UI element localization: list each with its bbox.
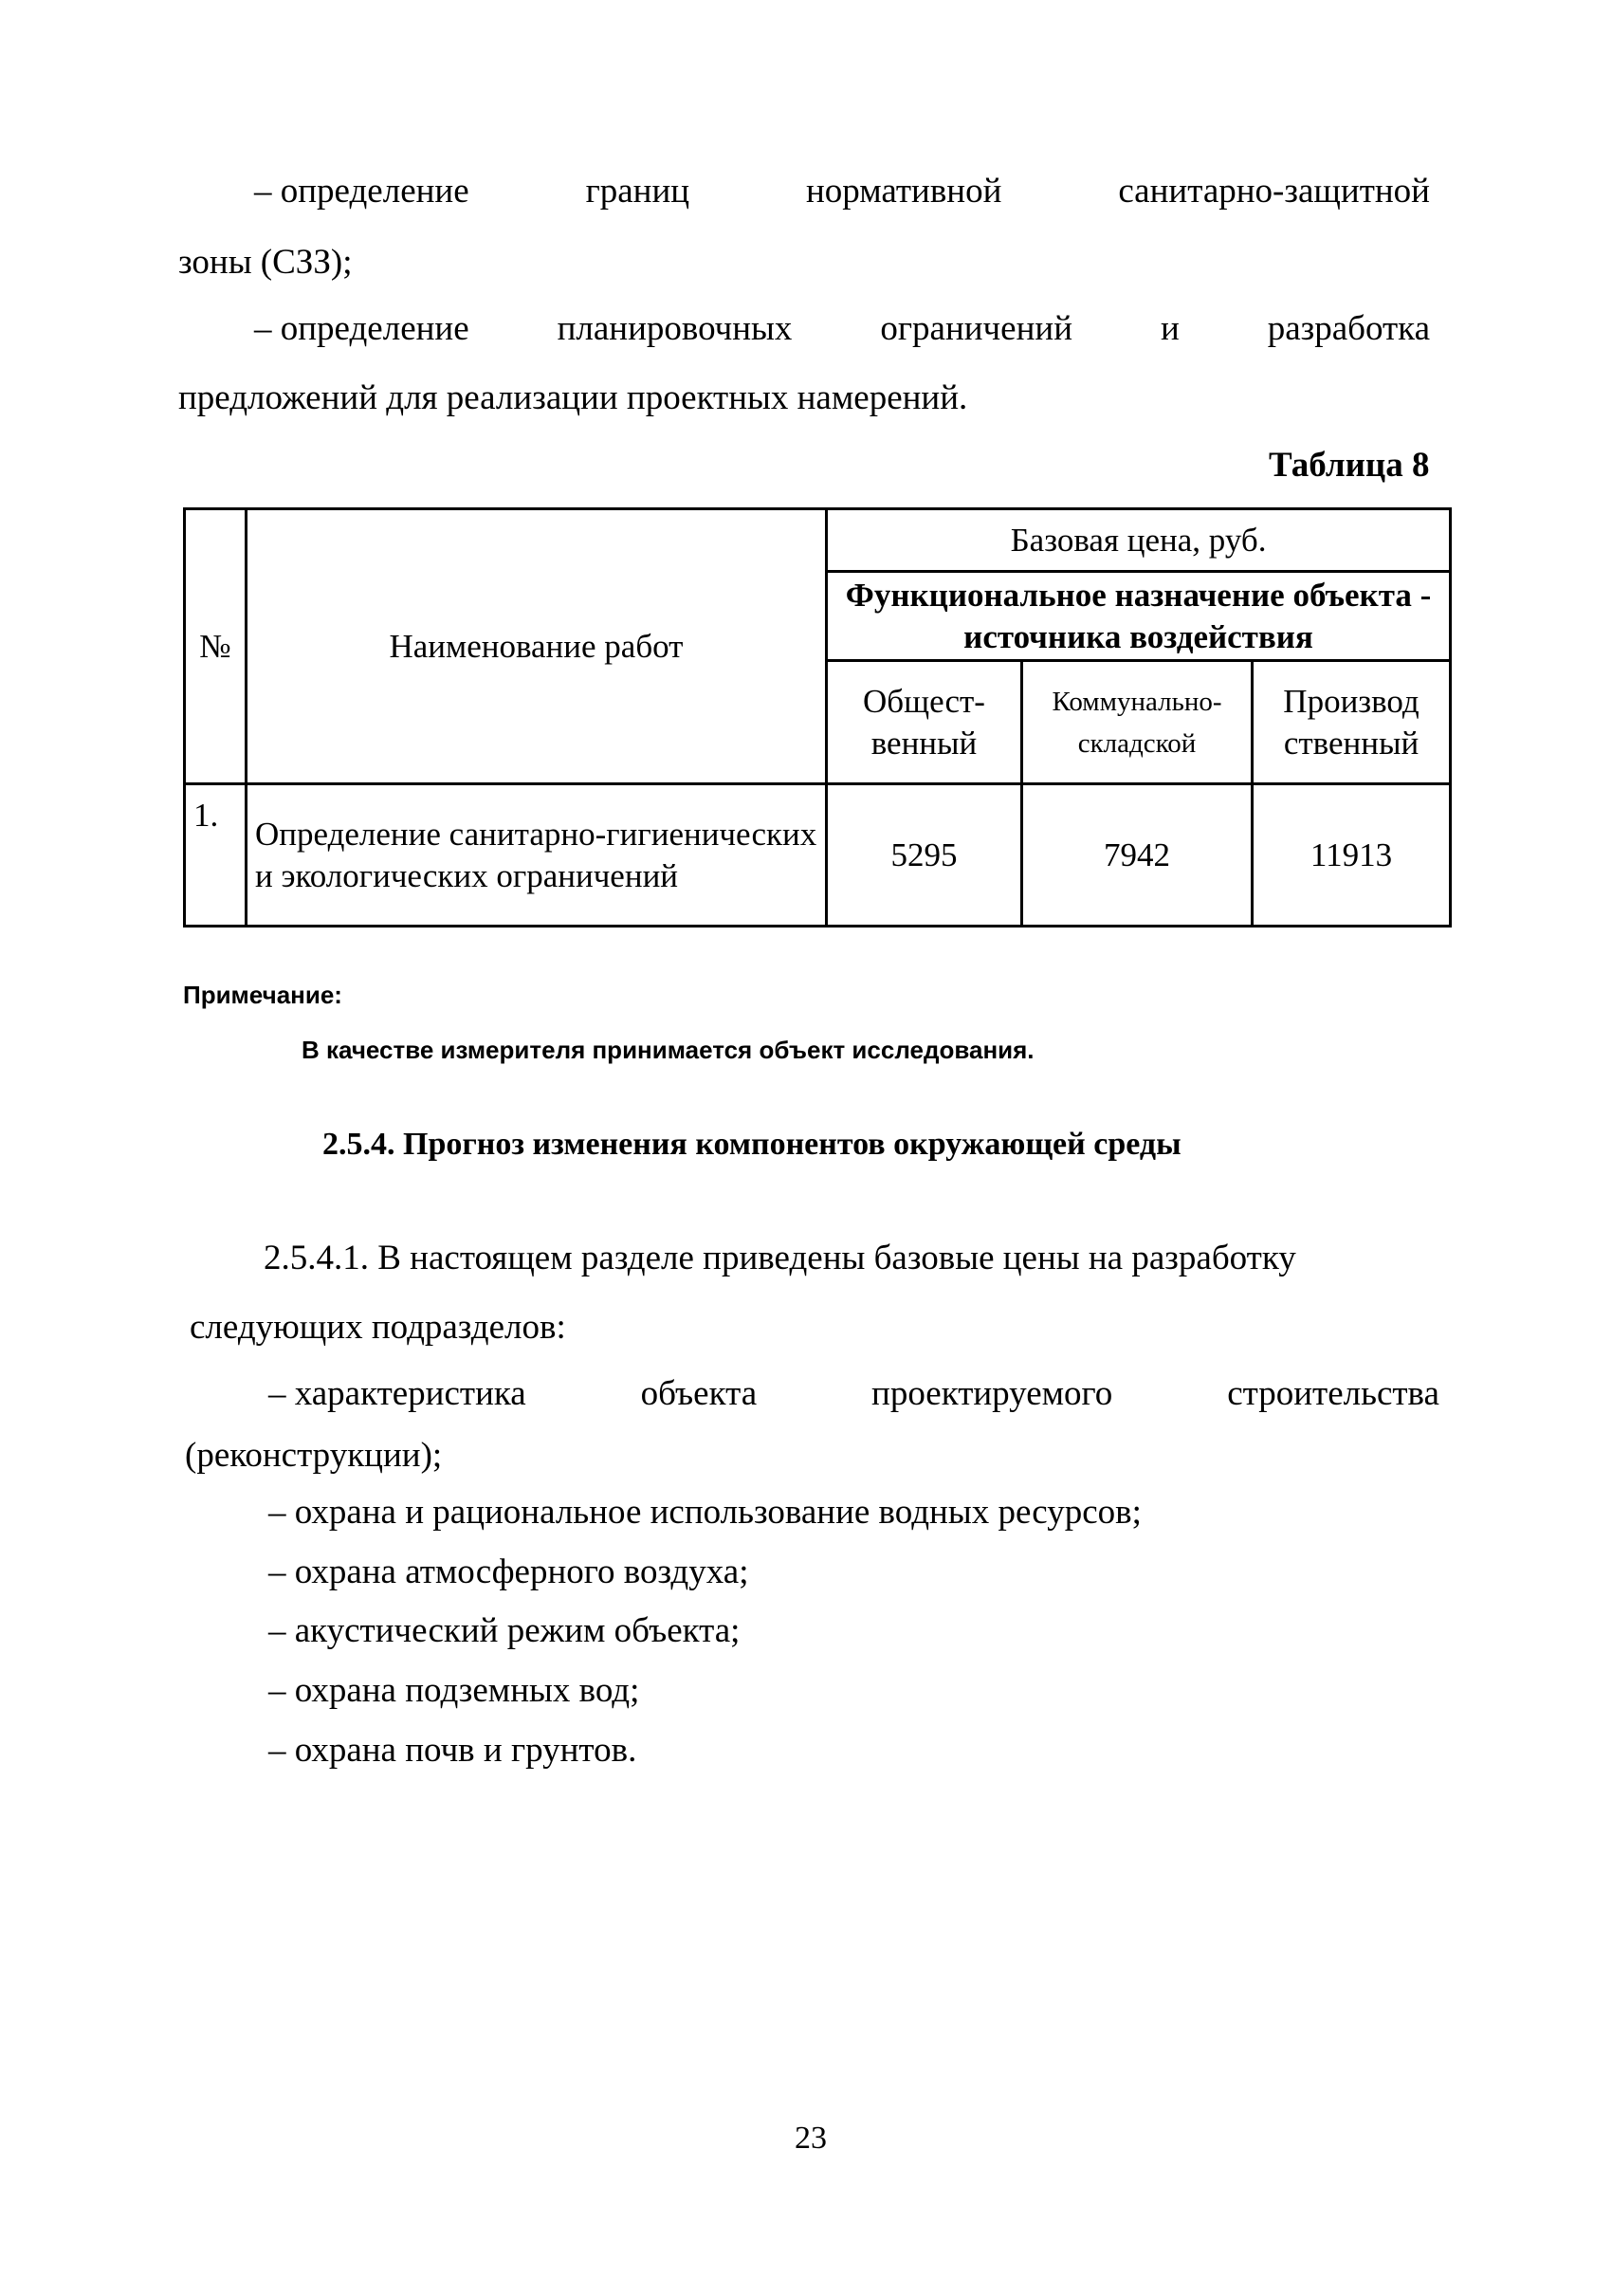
word: объекта	[640, 1374, 758, 1413]
intro-item-1	[254, 171, 1430, 212]
subcol-industrial: Производ ственный	[1253, 661, 1451, 784]
word: строительства	[1227, 1374, 1439, 1413]
section-para-line-1: 2.5.4.1. В настоящем разделе приведены базовые цены на разработку	[264, 1239, 1296, 1277]
note-label: Примечание:	[183, 981, 342, 1009]
list-item: – акустический режим объекта;	[268, 1611, 741, 1650]
list-item: – охрана и рациональное использование водных ресурсов;	[268, 1493, 1142, 1532]
word: проектируемого	[871, 1374, 1113, 1413]
intro-item-2-cont: предложений для реализации проектных намерений.	[178, 378, 968, 417]
table-caption: Таблица 8	[1269, 446, 1430, 485]
word: – характеристика	[268, 1374, 526, 1413]
subcol-communal: Коммунально-складской	[1022, 661, 1253, 784]
price-table	[183, 507, 1452, 928]
col-num-header: №	[185, 509, 247, 784]
list-item: – охрана подземных вод;	[268, 1671, 640, 1710]
subcol-public: Общест-венный	[827, 661, 1022, 784]
word: ограничений	[880, 309, 1072, 348]
section-heading: 2.5.4. Прогноз изменения компонентов окружающей среды	[322, 1127, 1182, 1162]
note-text: В качестве измерителя принимается объект исследования.	[302, 1036, 1035, 1064]
intro-item-2	[254, 308, 1430, 350]
list-item: – охрана атмосферного воздуха;	[268, 1552, 749, 1591]
page-number: 23	[795, 2121, 827, 2156]
word: планировочных	[557, 309, 793, 348]
col-name-header: Наименование работ	[247, 509, 827, 784]
section-para-line-2: следующих подразделов:	[190, 1308, 566, 1347]
func-purpose-header: Функциональное назначение объекта - источника воздействия	[827, 572, 1451, 661]
word: санитарно-защитной	[1118, 172, 1430, 211]
row-value-communal: 7942	[1022, 784, 1253, 927]
list-item: – охрана почв и грунтов.	[268, 1731, 637, 1770]
section-item-1	[268, 1373, 1439, 1415]
base-price-header: Базовая цена, руб.	[827, 509, 1451, 572]
row-num: 1.	[185, 784, 247, 927]
word: – определение	[254, 309, 469, 348]
word: нормативной	[805, 172, 1002, 211]
word: разработка	[1267, 309, 1430, 348]
word: – определение	[254, 172, 469, 211]
word: границ	[585, 172, 690, 211]
row-value-public: 5295	[827, 784, 1022, 927]
section-item-1-cont: (реконструкции);	[185, 1436, 443, 1475]
row-name: Определение санитарно-гигиенических и экологических ограничений	[247, 784, 827, 927]
intro-item-1-cont: зоны (СЗЗ);	[178, 243, 353, 282]
table-row	[185, 784, 1451, 927]
word: и	[1160, 309, 1180, 348]
row-value-industrial: 11913	[1253, 784, 1451, 927]
